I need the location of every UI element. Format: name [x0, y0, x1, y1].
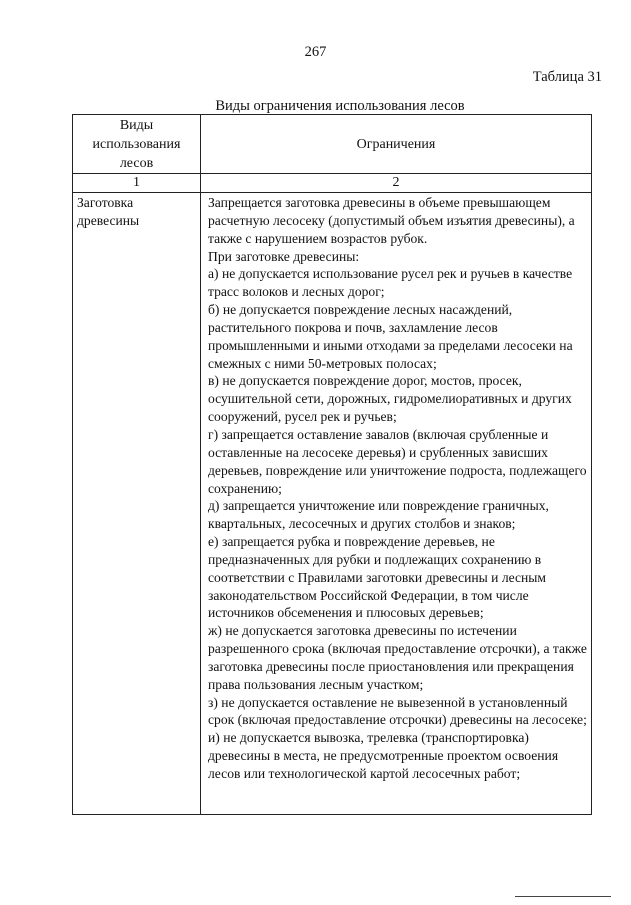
restriction-item: а) не допускается использование русел рек и ручьев в качестве трасс волоков и лесных дорог; [208, 266, 573, 300]
column-number-2: 2 [201, 174, 592, 193]
table-row [73, 193, 592, 815]
restriction-item: г) запрещается оставление завалов (включая срубленные и оставленные на лесосеке деревья) и срубленных зависших деревьев, повреждение или уничтожение подроста, подлежащего сохранению; [208, 426, 587, 496]
restriction-item: б) не допускается повреждение лесных насаждений, растительного покрова и почв, захламление лесов промышленными и иными отходами за пределами лесосеки на смежных с ними 50-метровых полосах; [208, 302, 573, 371]
restrictions-list [201, 193, 591, 783]
page-number: 267 [304, 44, 327, 60]
restriction-item: и) не допускается вывозка, трелевка (транспортировка) древесины в места, не предусмотренные проектом освоения лесов или технологической картой лесосечных работ; [208, 730, 559, 781]
restriction-item: з) не допускается оставление не вывезенной в установленный срок (включая предоставление отсрочки) древесины на лесосеке; [208, 694, 587, 728]
usage-type-label: Заготовка древесины [77, 195, 140, 228]
column-number-row [73, 174, 592, 193]
column-header-usage-types [73, 115, 201, 174]
column-number-1: 1 [73, 174, 201, 193]
table-title: Виды ограничения использования лесов [215, 98, 465, 114]
restrictions-cell [201, 193, 592, 815]
restriction-item: в) не допускается повреждение дорог, мостов, просек, осушительной сети, дорожных, гидромелиоративных и других сооружений, русел рек и ручьев; [208, 373, 572, 425]
table-label: Таблица 31 [532, 69, 602, 85]
restriction-item: д) запрещается уничтожение или повреждение граничных, квартальных, лесосечных и других столбов и знаков; [208, 498, 549, 532]
footer-rule [515, 896, 611, 897]
column-header-usage-types-label: Виды использования лесов [92, 117, 181, 171]
column-header-restrictions: Ограничения [201, 115, 592, 174]
restriction-item: ж) не допускается заготовка древесины по истечении разрешенного срока (включая предоставление отсрочки), а также заготовка древесины после приостановления или прекращения права пользования лесным участком; [208, 623, 587, 692]
restriction-item: Запрещается заготовка древесины в объеме превышающем расчетную лесосеку (допустимый объем изъятия древесины), а также с нарушением возрастов рубок. [208, 195, 575, 246]
table-header-row [73, 115, 592, 174]
restrictions-table [72, 114, 592, 815]
usage-type-cell [73, 193, 201, 815]
restriction-item: При заготовке древесины: [208, 248, 360, 264]
column-header-usage-types-text [73, 116, 200, 173]
restriction-item: е) запрещается рубка и повреждение деревьев, не предназначенных для рубки и подлежащих сохранению в соответствии с Правилами заготовки древесины и лесным законодательством Российской Федерации, в том числе источников обсеменения и плюсовых деревьев; [208, 534, 547, 621]
